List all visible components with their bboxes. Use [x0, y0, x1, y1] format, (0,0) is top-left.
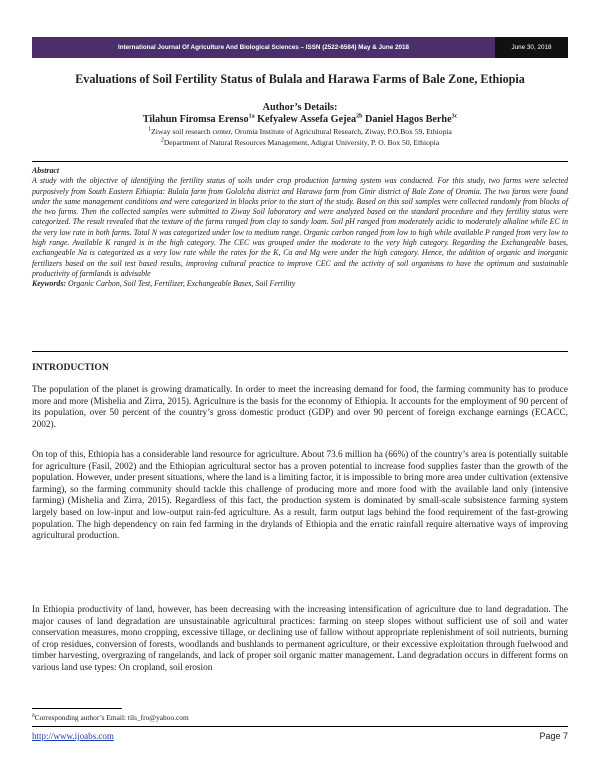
journal-header-bar [32, 37, 568, 58]
paper-title: Evaluations of Soil Fertility Status of Bulala and Harawa Farms of Bale Zone, Ethiopia [75, 72, 525, 86]
author-1-sup: 1a [248, 113, 255, 120]
affiliation-1-text: Ziway soil research center, Oromia Institute of Agricultural Research, Ziway, P.O.Box 59, Ethiopia [151, 127, 452, 136]
footer-rule [32, 726, 568, 727]
abstract-bottom-rule [32, 351, 568, 352]
author-list [32, 114, 568, 125]
author-2: Kefyalew Assefa Gejea [254, 114, 357, 125]
authors-heading: Author’s Details: [262, 102, 338, 113]
keywords-text: Organic Carbon, Soil Test, Fertilizer, Exchangeable Bases, Soil Fertility [66, 279, 296, 289]
author-2-sup: 2b [356, 113, 363, 120]
footnote-text: Corresponding author’s Email: tils_fro@yahoo.com [34, 713, 189, 722]
keywords-label: Keywords: [32, 279, 66, 289]
author-1: Tilahun Firomsa Erenso [142, 114, 249, 125]
affiliation-2 [32, 138, 568, 147]
footnote [32, 713, 189, 722]
abstract-top-rule [32, 161, 568, 162]
intro-paragraph-1: The population of the planet is growing dramatically. In order to meet the increasing demand for food, the farming community has to produce more and more (Mishelia and Zirra, 2015). Agriculture is the basis for the economy of Ethiopia. It accounts for the employment of 90 percent of its population, over 50 percent of the country’s gross domestic product (GDP) and over 90 percent of foreign exchange earnings (ECACC, 2002). [32, 385, 568, 430]
footnote-sup: a [32, 712, 35, 719]
journal-url-link[interactable]: http://www.ijoabs.com [32, 731, 114, 741]
journal-name: International Journal Of Agriculture And Biological Sciences – ISSN (2522-6584) May & June 2018 [32, 37, 495, 58]
affiliation-1 [32, 127, 568, 136]
abstract-block [32, 166, 568, 290]
issue-date: June 30, 2018 [495, 37, 568, 58]
abstract-heading: Abstract [32, 166, 60, 175]
introduction-heading: INTRODUCTION [32, 362, 109, 373]
footnote-rule [32, 708, 122, 709]
page-number: Page 7 [539, 731, 568, 741]
intro-paragraph-2: On top of this, Ethiopia has a considerable land resource for agriculture. About 73.6 million ha (66%) of the country’s area is potentially suitable for agriculture (Fasil, 2002) and the Ethiopian agricultural sector has a proven potential to increase food supplies faster than the growth of the population. However, under present situations, where the land is a limiting factor, it is impossible to bring more area under cultivation (extensive farming), so the farming community should tackle this challenge of producing more and more food with the available land only (intensive farming) (Mishelia and Zirra, 2015). Regardless of this fact, the production system is dominated by small-scale subsistence farming system largely based on low-input and low-output rain-fed agriculture. As a result, farm output lags behind the food requirement of the fast-growing population. The high dependency on rain fed farming in the drylands of Ethiopia and the erratic rainfall require alternative ways of improving agricultural production. [32, 450, 568, 542]
intro-paragraph-3: In Ethiopia productivity of land, however, has been decreasing with the increasing intensification of agriculture due to land degradation. The major causes of land degradation are unsustainable agricultural practices: farming on steep slopes without sufficient use of soil and water conservation measures, mono cropping, excessive tillage, or declining use of fallow without appropriate replenishment of soil nutrients, burning of crop residues, conversion of forests, woodlands and bushlands to permanent agriculture, or their excessive exploitation through fuelwood and timber harvesting, overgrazing of rangelands, and lack of proper soil organic matter management. Land degradation occurs in different forms on various land use types: On cropland, soil erosion [32, 605, 568, 673]
affiliation-2-sup: 2 [160, 137, 164, 144]
author-3-sup: 3c [451, 113, 458, 120]
keywords-line [32, 279, 568, 289]
affiliation-2-text: Department of Natural Resources Management, Adigrat University, P. O. Box 50, Ethiopia [163, 138, 440, 147]
author-3: Daniel Hagos Berhe [362, 114, 452, 125]
abstract-text: A study with the objective of identifying the fertility status of soils under crop production farming system was conducted. For this study, two farms were selected purposively from South Eastern Ethiopia: Bulala farm from Gololcha district and Harawa farm from Ginir district of Bale Zone of Oromia. The two farms were found under the same management conditions and were categorized in blocks prior to the start of the study. Based on this soil samples were collected randomly from blocks of the two farms. Then the collected samples were submitted to Ziway Soil laboratory and were analyzed based on the standard procedure and they fertility status were categorized. The result revealed that the texture of the farms ranged from clay to sandy loam. Soil pH ranged from moderately acidic to moderately alkaline while EC in the very low rate in both farms. Total N was categorized under low to medium range. Organic carbon ranged from low to high while available P ranged from very low to high range. Available K ranged is in the high category. The CEC was grouped under the moderate to the very high category. Regarding the Exchangeable bases, exchangeable Na is categorized as a very low rate while the rates for the K, Ca and Mg were under the high category. Hence, the addition of organic and inorganic fertilizers based on the soil test based results, improving cultural practice to improve CEC and the activity of soil organisms to have the optimum and sustainable productivity of farmlands is advisable [32, 176, 568, 278]
affiliation-1-sup: 1 [148, 126, 152, 133]
